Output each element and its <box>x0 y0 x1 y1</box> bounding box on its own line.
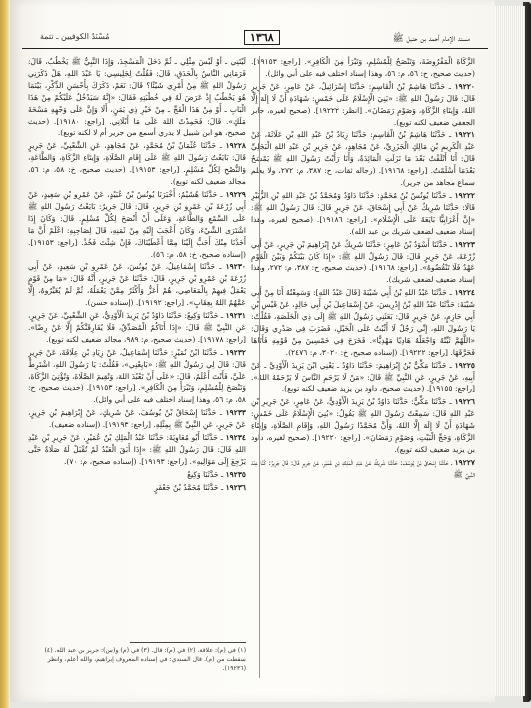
hadith-text: حَدَّثَنَا إِسْمَاعِيلُ، عَنْ يُونُسَ، عَنْ عَمْرِو بْنِ سَعِيدٍ، عَنْ أَبِي زُرْعَةَ بْنِ عَمْرِو بْنِ جَرِيرٍ، قَالَ: حَدَّثَنَا عَنْ جَرِيرٍ، أَنَّهُ قَالَ: «مَا مِنْ قَوْمٍ يَعْمَلُ فِيهِمْ بِالْمَعَاصِي، هُمْ أَعَزُّ وَأَكْثَرُ مِمَّنْ يَعْمَلُهُ، ثُمَّ لَمْ يُغَيِّرُوهُ، إِلَّا عَمَّهُمُ اللهُ بِعِقَابٍ». [راجع: ١٩١٩٢]. (إسناده حسن). <box>28 262 246 308</box>
page-number: ١٣٦٨ <box>244 30 280 45</box>
right-text-column <box>251 56 475 676</box>
hadith-paragraph: ١٩٢٢١ ـ حَدَّثَنَا هَاشِمُ بْنُ الْقَاسِمِ: حَدَّثَنَا زِيَادُ بْنُ عَبْدِ اللهِ بْنِ عَلَاثَةَ، عَنْ عَبْدِ الْكَرِيمِ بْنِ مَالِكٍ الْجَزَرِيِّ، عَنْ مُجَاهِدٍ، عَنْ جَرِيرِ بْنِ عَبْدِ اللهِ الْبَجَلِيِّ قَالَ: أَنَا أَتْلَفْتُ بَعْدَ مَا نَزَلَتِ الْمَائِدَةُ، وَأَنَا رَأَيْتُ رَسُولَ اللهِ ﷺ يَمْسَحُ بَعْدَمَا أَسْلَمْتُ. [راجع: ١٩١٦٨]. (رجاله ثقات، ح: ٣٨٧، م: ٢٧٢، ولا يعلم سماع مجاهد من جرير). <box>251 130 475 188</box>
hadith-number: ١٩٢٢٦ <box>454 397 475 407</box>
hadith-text: حَدَّثَنَا مُحَمَّدُ بْنُ جَعْفَرٍ <box>154 482 219 492</box>
page-gilt-edge <box>0 0 10 708</box>
hadith-text: حَدَّثَنَا مَكِّيُّ بْنُ إِبْرَاهِيمَ: حَدَّثَنَا دَاوُدُ ـ يَعْنِي ابْنَ يَزِيدَ الْأَوْدِيَّ ـ عَنْ أَبِيهِ، عَنْ جَرِيرٍ، عَنِ النَّبِيِّ ﷺ قَالَ: «مَنْ لَا يَرْحَمِ النَّاسَ لَا يَرْحَمْهُ اللهُ». [راجع: ١٩١٥٥]. (حديث صحيح، داود بن يزيد ضعيف لكنه توبع). <box>251 360 475 394</box>
hadith-paragraph: ١٩٢٣٦ ـ حَدَّثَنَا مُحَمَّدُ بْنُ جَعْفَرٍ <box>154 482 246 492</box>
hadith-number: ١٩٢٣٠ <box>225 262 246 272</box>
hadith-text: حَدَّثَنَا وَكِيعٌ <box>187 469 219 479</box>
hadith-number: ١٩٢٣٦ <box>225 482 246 492</box>
hadith-paragraph: ١٩٢٢٨ ـ حَدَّثَنَا عُثْمَانُ بْنُ مُحَمَّدٍ، عَنْ مُجَاهِدٍ، عَنِ الشَّعْبِيِّ، عَنْ جَرِيرٍ قَالَ: بَايَعْتُ رَسُولَ اللهِ ﷺ عَلَى إِقَامِ الصَّلَاةِ، وَإِيتَاءِ الزَّكَاةِ، وَالطَّاعَةِ، وَالنُّصْحِ لِكُلِّ مُسْلِمٍ. [راجع: ١٩١٥٣]. (حديث صحيح، خ: ٥٨، م: ٥٦، مجالد ضعيف لكنه توبع). <box>28 141 246 187</box>
hadith-paragraph: ١٩٢٢٩ ـ حَدَّثَنَا هُشَيْمٌ: أَخْبَرَنَا يُونُسُ بْنُ عُبَيْدٍ، عَنْ عَمْرِو بْنِ سَعِيدٍ، عَنْ أَبِي زُرْعَةَ بْنِ عَمْرِو بْنِ جَرِيرٍ، قَالَ: قَالَ جَرِيرٌ: بَايَعْتُ رَسُولَ اللهِ ﷺ عَلَى السَّمْعِ وَالطَّاعَةِ، وَعَلَى أَنْ أَنْصَحَ لِكُلِّ مُسْلِمٍ. قَالَ: وَكَانَ إِذَا اشْتَرَى الشَّيْءَ، وَكَانَ أَعْجَبَ إِلَيْهِ مِنْ ثَمَنِهِ، قَالَ لِصَاحِبِهِ: اعْلَمْ أَنَّ مَا أَخَذْنَا مِنْكَ أَحَبُّ إِلَيْنَا مِمَّا أَعْطَيْنَاكَ، فَإِنْ شِئْتَ فَخُذْ. [راجع: ١٩١٥٣]. (إسناده صحيح، خ: ٥٨، م: ٥٦). <box>28 189 246 259</box>
hadith-text: حَدَّثَنَا أَبُو مُعَاوِيَةَ: حَدَّثَنَا عَبْدُ الْمَلِكِ بْنُ عُمَيْرٍ، عَنْ جَرِيرِ بْنِ عَبْدِ اللهِ قَالَ: قَالَ رَسُولُ اللهِ ﷺ: «إِذَا أَبَقَ الْعَبْدُ لَمْ تُقْبَلْ لَهُ صَلَاةٌ حَتَّى يَرْجِعَ إِلَى مَوَالِيهِ». [راجع: ١٩١٩٣]. (إسناده صحيح، م: ٧٠). <box>28 433 246 466</box>
hadith-paragraph: ١٩٢٢٧ ـ حَدَّثَنَا إِسْحَاقُ بْنُ يُوسُفَ: حَدَّثَنَا شَرِيكٌ عَنْ عَبْدِ الْمَلِكِ بْنِ عُمَيْرٍ، عَنْ جَرِيرٍ قَالَ: قَالَ جَرِيرٌ: كُنَّا عِنْدَ النَّبِيِّ ﷺ <box>251 457 475 479</box>
hadith-number: ١٩٢٢٠ <box>454 81 475 91</box>
hadith-number: ١٩٢٢٢ <box>454 190 475 200</box>
hadith-paragraph: ١٩٢٣٢ ـ حَدَّثَنَا ابْنُ نُمَيْرٍ: حَدَّثَنَا إِسْمَاعِيلُ، عَنْ زِيَادِ بْنِ عِلَاقَةَ، عَنْ جَرِيرٍ قَالَ: قَالَ لِي رَسُولُ اللهِ ﷺ: «بَايِعْنِي»، فَقُلْتُ: يَا رَسُولَ اللهِ، اشْتَرِطْ عَلَيَّ، فَأَنْتَ أَعْلَمُ، قَالَ: «عَلَى أَنْ تَعْبُدَ اللهَ، وَتُقِيمَ الصَّلَاةَ، وَتُؤْتِيَ الزَّكَاةَ، وَتَنْصَحَ لِلْمُسْلِمِ، وَتَبْرَأَ مِنَ الْكَافِرِ». [راجع: ١٩١٥٣]. (حديث صحيح، ح: ٥٨، م: ٥٦، وهذا إسناد اختلف فيه على أبي وائل). <box>28 347 246 405</box>
hadith-number: ١٩٢٢٨ <box>225 141 246 151</box>
hadith-text: حَدَّثَنَا ابْنُ نُمَيْرٍ: حَدَّثَنَا إِسْمَاعِيلُ، عَنْ زِيَادِ بْنِ عِلَاقَةَ، عَنْ جَرِيرٍ قَالَ: قَالَ لِي رَسُولُ اللهِ ﷺ: «بَايِعْنِي»، فَقُلْتُ: يَا رَسُولَ اللهِ، اشْتَرِطْ عَلَيَّ، فَأَنْتَ أَعْلَمُ، قَالَ: «عَلَى أَنْ تَعْبُدَ اللهَ، وَتُقِيمَ الصَّلَاةَ، وَتُؤْتِيَ الزَّكَاةَ، وَتَنْصَحَ لِلْمُسْلِمِ، وَتَبْرَأَ مِنَ الْكَافِرِ». [راجع: ١٩١٥٣]. (حديث صحيح، ح: ٥٨، م: ٥٦، وهذا إسناد اختلف فيه على أبي وائل). <box>28 347 246 405</box>
hadith-text: حَدَّثَنَا إِسْحَاقُ بْنُ يُوسُفَ، عَنْ شَرِيكٍ، عَنْ إِبْرَاهِيمَ بْنِ جَرِيرٍ، عَنْ جَرِيرٍ، عَنِ النَّبِيِّ ﷺ بِمِثْلِهِ. [راجع: ١٩١٩٣]. (إسناده ضعيف). <box>28 408 246 430</box>
hadith-paragraph: ١٩٢٢٢ ـ حَدَّثَنَا يُونُسُ بْنُ مُحَمَّدٍ: حَدَّثَنَا دَاوُدُ وَمُحَمَّدٌ بْنُ عَبْدِ اللهِ بْنِ الزُّبَيْرِ قَالَا: حَدَّثَنَا شَرِيكٌ عَنْ أَبِي إِسْحَاقَ، عَنْ جَرِيرٍ قَالَ: قَالَ رَسُولُ اللهِ ﷺ: «إِنَّ أَعْرَابِيًّا بَايَعَهُ عَلَى الْإِسْلَامِ». [راجع: ١٩١٨٦]. (صحيح لغيره، وهذا إسناد ضعيف لضعف شريك بن عبد الله). <box>251 190 475 236</box>
hadith-paragraph: ١٩٢٢٣ ـ حَدَّثَنَا أَسْوَدُ بْنُ عَامِرٍ: حَدَّثَنَا شَرِيكٌ عَنْ إِبْرَاهِيمَ بْنِ جَرِيرٍ، عَنْ أَبِي زُرْعَةَ، عَنْ جَرِيرٍ قَالَ: قَالَ رَسُولُ اللهِ ﷺ: «إِذَا كَانَ بَيْنَكُمْ وَبَيْنَ الْقَوْمِ عَهْدٌ فَلَا تَنْقُضُوهُ». [راجع: ١٩١٦٨]. (حديث صحيح، ح: ٣٨٧، م: ٢٧٢، وهذا إسناد ضعيف لضعف شريك). <box>251 239 475 285</box>
hadith-text: حَدَّثَنَا عُثْمَانُ بْنُ مُحَمَّدٍ، عَنْ مُجَاهِدٍ، عَنِ الشَّعْبِيِّ، عَنْ جَرِيرٍ قَالَ: بَايَعْتُ رَسُولَ اللهِ ﷺ عَلَى إِقَامِ الصَّلَاةِ، وَإِيتَاءِ الزَّكَاةِ، وَالطَّاعَةِ، وَالنُّصْحِ لِكُلِّ مُسْلِمٍ. [راجع: ١٩١٥٣]. (حديث صحيح، خ: ٥٨، م: ٥٦، مجالد ضعيف لكنه توبع). <box>28 141 246 187</box>
hadith-paragraph: ١٩٢٢٥ ـ حَدَّثَنَا مَكِّيُّ بْنُ إِبْرَاهِيمَ: حَدَّثَنَا دَاوُدُ ـ يَعْنِي ابْنَ يَزِيدَ الْأَوْدِيَّ ـ عَنْ أَبِيهِ، عَنْ جَرِيرٍ، عَنِ النَّبِيِّ ﷺ قَالَ: «مَنْ لَا يَرْحَمِ النَّاسَ لَا يَرْحَمْهُ اللهُ». [راجع: ١٩١٥٥]. (حديث صحيح، داود بن يزيد ضعيف لكنه توبع). <box>251 360 475 394</box>
hadith-text: حَدَّثَنَا أَسْوَدُ بْنُ عَامِرٍ: حَدَّثَنَا شَرِيكٌ عَنْ إِبْرَاهِيمَ بْنِ جَرِيرٍ، عَنْ أَبِي زُرْعَةَ، عَنْ جَرِيرٍ قَالَ: قَالَ رَسُولُ اللهِ ﷺ: «إِذَا كَانَ بَيْنَكُمْ وَبَيْنَ الْقَوْمِ عَهْدٌ فَلَا تَنْقُضُوهُ». [راجع: ١٩١٦٨]. (حديث صحيح، ح: ٣٨٧، م: ٢٧٢، وهذا إسناد ضعيف لضعف شريك). <box>251 239 475 285</box>
hadith-number: ١٩٢٢٥ <box>454 360 475 370</box>
hadith-number: ١٩٢٢٣ <box>454 239 475 249</box>
hadith-paragraph: ١٩٢٢٤ ـ حَدَّثَنَا عَبْدُ اللهِ بْنُ أَبِي شَيْبَةَ [قَالَ عَبْدُ اللهِ]: وَسَمِعْتُهُ أَنَا مِنْ أَبِي شَيْبَةَ: حَدَّثَنَا عَبْدُ اللهِ بْنُ إِدْرِيسَ، عَنْ إِسْمَاعِيلَ بْنِ أَبِي خَالِدٍ، عَنْ قَيْسِ بْنِ أَبِي حَازِمٍ، عَنْ جَرِيرٍ قَالَ: بَعَثَنِي رَسُولُ اللهِ ﷺ إِلَى ذِي الْخَلَصَةِ، فَقُلْتُ: يَا رَسُولَ اللهِ، إِنِّي رَجُلٌ لَا أَثْبُتُ عَلَى الْخَيْلِ، فَضَرَبَ فِي صَدْرِي وَقَالَ: «اللَّهُمَّ ثَبِّتْهُ وَاجْعَلْهُ هَادِيًا مَهْدِيًّا». فَخَرَجَ فِي خَمْسِينَ مِنْ قَوْمِهِ فَأَتَاهَا فَحَرَّقَهَا. [راجع: ١٩٢٢٢]. (إسناده صحيح، خ: ٣٠٢٠، م: ٢٤٧٦). <box>251 288 475 357</box>
hadith-paragraph <box>28 56 246 139</box>
hadith-paragraph: ١٩٢٢٦ ـ حَدَّثَنَا مَكِّيٌّ: حَدَّثَنَا دَاوُدُ بْنُ يَزِيدَ الْأَوْدِيُّ، عَنْ عَامِرٍ، عَنْ جَرِيرِ بْنِ عَبْدِ اللهِ قَالَ: سَمِعْتُ رَسُولَ اللهِ ﷺ يَقُولُ: «بُنِيَ الْإِسْلَامُ عَلَى خَمْسٍ: شَهَادَةِ أَنْ لَا إِلَهَ إِلَّا اللهُ، وَأَنَّ مُحَمَّدًا رَسُولُ اللهِ، وَإِقَامِ الصَّلَاةِ، وَإِيتَاءِ الزَّكَاةِ، وَحَجِّ الْبَيْتِ، وَصَوْمِ رَمَضَانَ». [راجع: ١٩٢٢٠]. (صحيح لغيره، داود بن يزيد ضعيف لكنه توبع). <box>251 397 475 454</box>
hadith-number: ١٩٢٣٣ <box>225 408 246 418</box>
hadith-text: لَيْتَنِي ـ أَوْ لَيْسَ مِثْلِي ـ ثُمَّ دَخَلَ الْمَسْجِدَ، وَإِذَا النَّبِيُّ ﷺ يَخْطُبُ، قَالَ: فَرَمَانِي النَّاسُ بِالْحَدَقِ، قَالَ: فَقُلْتُ لِجَلِيسِي: يَا عَبْدَ اللهِ، هَلْ ذَكَرَنِي رَسُولُ اللهِ ﷺ مِنْ أَمْرِي شَيْئًا؟ قَالَ: نَعَمْ، ذَكَرَكَ بِأَحْسَنِ الذِّكْرِ، بَيْنَمَا هُوَ يَخْطُبُ إِذْ عَرَضَ لَهُ فِي خُطْبَتِهِ فَقَالَ: «إِنَّهُ سَيَدْخُلُ عَلَيْكُمْ مِنْ هَذَا الْبَابِ ـ أَوْ مِنْ هَذَا الْفَجِّ ـ مِنْ خَيْرِ ذِي يَمَنٍ، أَلَا وَإِنَّ عَلَى وَجْهِهِ مَسْحَةَ مَلَكٍ». قَالَ: فَحَمِدْتُ اللهَ عَلَى مَا أَبْلَانِي. [راجع: ١٩١٨٠]. (حديث صحيح، هو ابن شبيل لا يدري أسمع من جرير أم لا لكنه توبع). <box>28 57 246 138</box>
hadith-number: ١٩٢٢١ <box>454 130 475 140</box>
hadith-number: ١٩٢٣١ <box>225 311 246 321</box>
hadith-number: ١٩٢٣٥ <box>225 469 246 479</box>
header-book-section: مُسْنَدُ الكوفيين ـ تتمة <box>40 32 110 41</box>
hadith-number: ١٩٢٢٤ <box>454 288 475 298</box>
footnotes: (١) في (م): علاقة. (٢) في (م): قال. (٣) في (م) و(س): جرير بن عبد الله. (٤) سقطت من (م). قال السندي: في إسناده المعروف إبراهيم، والله أعلم، وانظر (١٩٢٣٦). <box>44 647 246 672</box>
hadith-text: حَدَّثَنَا هَاشِمُ بْنُ الْقَاسِمِ: حَدَّثَنَا إِسْرَائِيلُ، عَنْ عَامِرٍ، عَنْ جَرِيرٍ قَالَ: قَالَ رَسُولُ اللهِ ﷺ: «بَنِيَ الْإِسْلَامُ عَلَى خَمْسٍ: شَهَادَةِ أَنْ لَا إِلَهَ إِلَّا اللهُ، وَإِيتَاءِ الزَّكَاةِ، وَصَوْمِ رَمَضَانَ». [انظر: ١٩٢٢٢]. (صحيح لغيره، جابر الجعفي ضعيف لكنه توبع). <box>251 81 475 127</box>
hadith-number: ١٩٢٣٤ <box>225 433 246 443</box>
hadith-text: حَدَّثَنَا مَكِّيٌّ: حَدَّثَنَا دَاوُدُ بْنُ يَزِيدَ الْأَوْدِيُّ، عَنْ عَامِرٍ، عَنْ جَرِيرِ بْنِ عَبْدِ اللهِ قَالَ: سَمِعْتُ رَسُولَ اللهِ ﷺ يَقُولُ: «بُنِيَ الْإِسْلَامُ عَلَى خَمْسٍ: شَهَادَةِ أَنْ لَا إِلَهَ إِلَّا اللهُ، وَأَنَّ مُحَمَّدًا رَسُولُ اللهِ، وَإِقَامِ الصَّلَاةِ، وَإِيتَاءِ الزَّكَاةِ، وَحَجِّ الْبَيْتِ، وَصَوْمِ رَمَضَانَ». [راجع: ١٩٢٢٠]. (صحيح لغيره، داود بن يزيد ضعيف لكنه توبع). <box>251 397 475 454</box>
page-stack-edge <box>494 6 525 696</box>
hadith-paragraph: ١٩٢٣٠ ـ حَدَّثَنَا إِسْمَاعِيلُ، عَنْ يُونُسَ، عَنْ عَمْرِو بْنِ سَعِيدٍ، عَنْ أَبِي زُرْعَةَ بْنِ عَمْرِو بْنِ جَرِيرٍ، قَالَ: حَدَّثَنَا عَنْ جَرِيرٍ، أَنَّهُ قَالَ: «مَا مِنْ قَوْمٍ يَعْمَلُ فِيهِمْ بِالْمَعَاصِي، هُمْ أَعَزُّ وَأَكْثَرُ مِمَّنْ يَعْمَلُهُ، ثُمَّ لَمْ يُغَيِّرُوهُ، إِلَّا عَمَّهُمُ اللهُ بِعِقَابٍ». [راجع: ١٩١٩٢]. (إسناده حسن). <box>28 262 246 308</box>
hadith-paragraph <box>251 56 475 80</box>
hadith-paragraph: ١٩٢٣١ ـ حَدَّثَنَا وَكِيعٌ: حَدَّثَنَا دَاوُدُ بْنُ يَزِيدَ الْأَوْدِيُّ، عَنِ الشَّعْبِيِّ، عَنْ جَرِيرٍ، عَنِ النَّبِيِّ ﷺ قَالَ: «إِذَا أَتَاكُمُ الْمُصَدِّقُ، فَلَا يُفَارِقَنَّكُمْ إِلَّا عَنْ رِضًا». [راجع: ١٩١٧٨]. (حديث صحيح، م: ٩٨٩، مجالد ضعيف لكنه توبع). <box>28 311 246 344</box>
hadith-paragraph: ١٩٢٣٤ ـ حَدَّثَنَا أَبُو مُعَاوِيَةَ: حَدَّثَنَا عَبْدُ الْمَلِكِ بْنُ عُمَيْرٍ، عَنْ جَرِيرِ بْنِ عَبْدِ اللهِ قَالَ: قَالَ رَسُولُ اللهِ ﷺ: «إِذَا أَبَقَ الْعَبْدُ لَمْ تُقْبَلْ لَهُ صَلَاةٌ حَتَّى يَرْجِعَ إِلَى مَوَالِيهِ». [راجع: ١٩١٩٣]. (إسناده صحيح، م: ٧٠). <box>28 433 246 466</box>
column-divider <box>259 56 260 678</box>
hadith-text: حَدَّثَنَا عَبْدُ اللهِ بْنُ أَبِي شَيْبَةَ [قَالَ عَبْدُ اللهِ]: وَسَمِعْتُهُ أَنَا مِنْ أَبِي شَيْبَةَ: حَدَّثَنَا عَبْدُ اللهِ بْنُ إِدْرِيسَ، عَنْ إِسْمَاعِيلَ بْنِ أَبِي خَالِدٍ، عَنْ قَيْسِ بْنِ أَبِي حَازِمٍ، عَنْ جَرِيرٍ قَالَ: بَعَثَنِي رَسُولُ اللهِ ﷺ إِلَى ذِي الْخَلَصَةِ، فَقُلْتُ: يَا رَسُولَ اللهِ، إِنِّي رَجُلٌ لَا أَثْبُتُ عَلَى الْخَيْلِ، فَضَرَبَ فِي صَدْرِي وَقَالَ: «اللَّهُمَّ ثَبِّتْهُ وَاجْعَلْهُ هَادِيًا مَهْدِيًّا». فَخَرَجَ فِي خَمْسِينَ مِنْ قَوْمِهِ فَأَتَاهَا فَحَرَّقَهَا. [راجع: ١٩٢٢٢]. (إسناده صحيح، خ: ٣٠٢٠، م: ٢٤٧٦). <box>251 288 475 357</box>
hadith-number: ١٩٢٣٢ <box>225 347 246 357</box>
hadith-text: حَدَّثَنَا إِسْحَاقُ بْنُ يُوسُفَ: حَدَّثَنَا شَرِيكٌ عَنْ عَبْدِ الْمَلِكِ بْنِ عُمَيْرٍ، عَنْ جَرِيرٍ قَالَ: قَالَ جَرِيرٌ: كُنَّا عِنْدَ النَّبِيِّ ﷺ <box>251 457 475 479</box>
book-page <box>10 0 495 702</box>
hadith-text: حَدَّثَنَا هَاشِمُ بْنُ الْقَاسِمِ: حَدَّثَنَا زِيَادُ بْنُ عَبْدِ اللهِ بْنِ عَلَاثَةَ، عَنْ عَبْدِ الْكَرِيمِ بْنِ مَالِكٍ الْجَزَرِيِّ، عَنْ مُجَاهِدٍ، عَنْ جَرِيرِ بْنِ عَبْدِ اللهِ الْبَجَلِيِّ قَالَ: أَنَا أَتْلَفْتُ بَعْدَ مَا نَزَلَتِ الْمَائِدَةُ، وَأَنَا رَأَيْتُ رَسُولَ اللهِ ﷺ يَمْسَحُ بَعْدَمَا أَسْلَمْتُ. [راجع: ١٩١٦٨]. (رجاله ثقات، ح: ٣٨٧، م: ٢٧٢، ولا يعلم سماع مجاهد من جرير). <box>251 130 475 188</box>
footnote-rule <box>130 642 246 643</box>
left-text-column <box>28 56 246 642</box>
hadith-text: حَدَّثَنَا يُونُسُ بْنُ مُحَمَّدٍ: حَدَّثَنَا دَاوُدُ وَمُحَمَّدٌ بْنُ عَبْدِ اللهِ بْنِ الزُّبَيْرِ قَالَا: حَدَّثَنَا شَرِيكٌ عَنْ أَبِي إِسْحَاقَ، عَنْ جَرِيرٍ قَالَ: قَالَ رَسُولُ اللهِ ﷺ: «إِنَّ أَعْرَابِيًّا بَايَعَهُ عَلَى الْإِسْلَامِ». [راجع: ١٩١٨٦]. (صحيح لغيره، وهذا إسناد ضعيف لضعف شريك بن عبد الله). <box>251 190 475 236</box>
hadith-paragraph: ١٩٢٣٥ ـ حَدَّثَنَا وَكِيعٌ <box>187 469 246 479</box>
hadith-text: الزَّكَاةَ الْمَفْرُوضَةَ، وَتَنْصَحُ لِلْمُسْلِمِ، وَتَبْرَأُ مِنَ الْكَافِرِ». [راجع: ١٩١٥٣]. (حديث صحيح، ح: ٥٦، م: ٥٦، وهذا إسناد اختلف فيه على أبي وائل). <box>251 57 475 78</box>
running-header <box>22 30 488 49</box>
header-title: مسند الإمام أحمد بن حنبل ﷺ <box>392 34 470 44</box>
hadith-text: حَدَّثَنَا هُشَيْمٌ: أَخْبَرَنَا يُونُسُ بْنُ عُبَيْدٍ، عَنْ عَمْرِو بْنِ سَعِيدٍ، عَنْ أَبِي زُرْعَةَ بْنِ عَمْرِو بْنِ جَرِيرٍ، قَالَ: قَالَ جَرِيرٌ: بَايَعْتُ رَسُولَ اللهِ ﷺ عَلَى السَّمْعِ وَالطَّاعَةِ، وَعَلَى أَنْ أَنْصَحَ لِكُلِّ مُسْلِمٍ. قَالَ: وَكَانَ إِذَا اشْتَرَى الشَّيْءَ، وَكَانَ أَعْجَبَ إِلَيْهِ مِنْ ثَمَنِهِ، قَالَ لِصَاحِبِهِ: اعْلَمْ أَنَّ مَا أَخَذْنَا مِنْكَ أَحَبُّ إِلَيْنَا مِمَّا أَعْطَيْنَاكَ، فَإِنْ شِئْتَ فَخُذْ. [راجع: ١٩١٥٣]. (إسناده صحيح، خ: ٥٨، م: ٥٦). <box>28 189 246 259</box>
hadith-paragraph: ١٩٢٣٣ ـ حَدَّثَنَا إِسْحَاقُ بْنُ يُوسُفَ، عَنْ شَرِيكٍ، عَنْ إِبْرَاهِيمَ بْنِ جَرِيرٍ، عَنْ جَرِيرٍ، عَنِ النَّبِيِّ ﷺ بِمِثْلِهِ. [راجع: ١٩١٩٣]. (إسناده ضعيف). <box>28 408 246 430</box>
hadith-number: ١٩٢٢٩ <box>225 189 246 199</box>
hadith-paragraph: ١٩٢٢٠ ـ حَدَّثَنَا هَاشِمُ بْنُ الْقَاسِمِ: حَدَّثَنَا إِسْرَائِيلُ، عَنْ عَامِرٍ، عَنْ جَرِيرٍ قَالَ: قَالَ رَسُولُ اللهِ ﷺ: «بَنِيَ الْإِسْلَامُ عَلَى خَمْسٍ: شَهَادَةِ أَنْ لَا إِلَهَ إِلَّا اللهُ، وَإِيتَاءِ الزَّكَاةِ، وَصَوْمِ رَمَضَانَ». [انظر: ١٩٢٢٢]. (صحيح لغيره، جابر الجعفي ضعيف لكنه توبع). <box>251 81 475 127</box>
hadith-text: حَدَّثَنَا وَكِيعٌ: حَدَّثَنَا دَاوُدُ بْنُ يَزِيدَ الْأَوْدِيُّ، عَنِ الشَّعْبِيِّ، عَنْ جَرِيرٍ، عَنِ النَّبِيِّ ﷺ قَالَ: «إِذَا أَتَاكُمُ الْمُصَدِّقُ، فَلَا يُفَارِقَنَّكُمْ إِلَّا عَنْ رِضًا». [راجع: ١٩١٧٨]. (حديث صحيح، م: ٩٨٩، مجالد ضعيف لكنه توبع). <box>28 311 246 344</box>
hadith-number: ١٩٢٢٧ <box>454 457 475 467</box>
